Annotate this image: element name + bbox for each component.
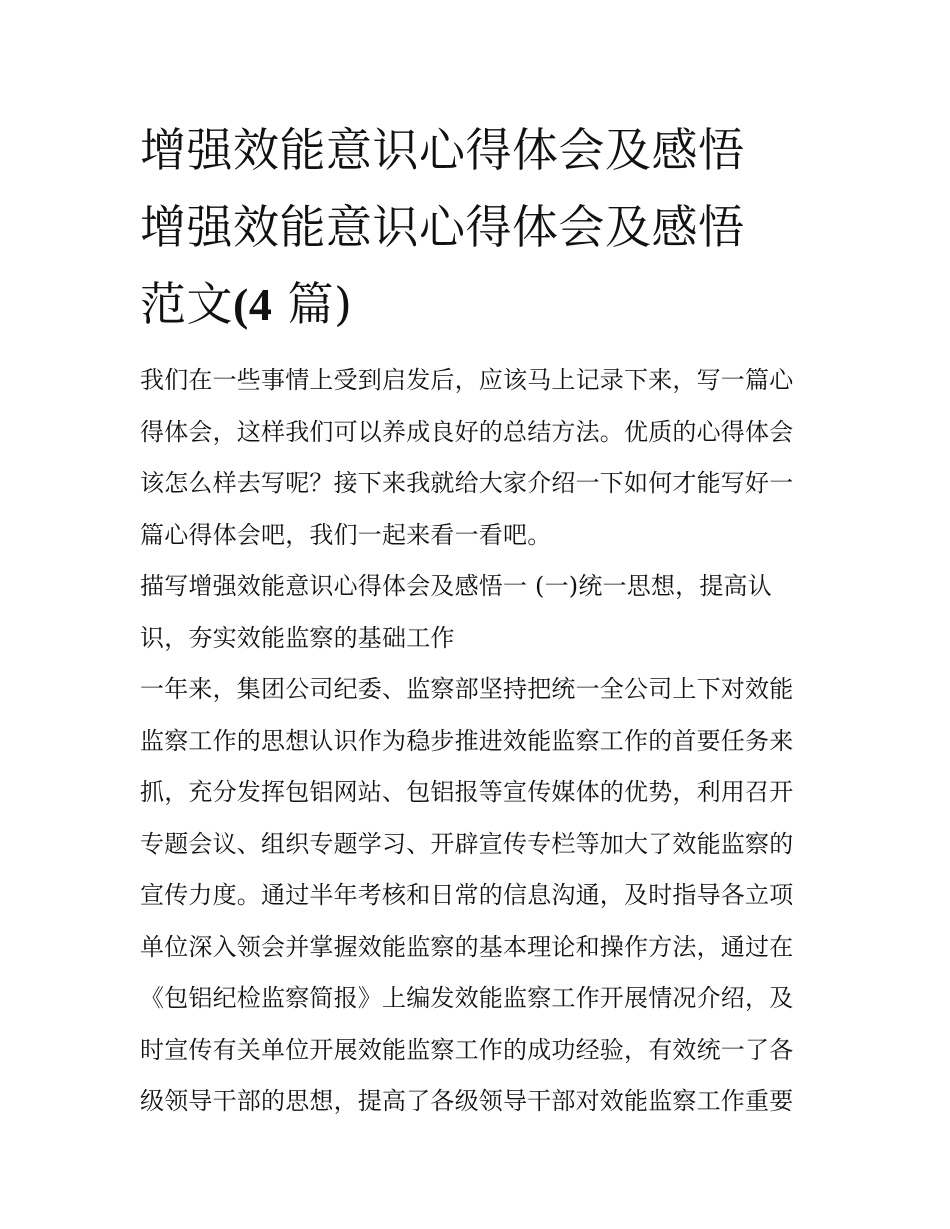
title-line: 增强效能意识心得体会及感悟 (140, 123, 745, 177)
text-line: 得体会，这样我们可以养成良好的总结方法。优质的心得体会 (140, 417, 794, 446)
title-line: 增强效能意识心得体会及感悟 (140, 200, 745, 254)
title-count: (4 (233, 279, 273, 330)
document-body (140, 355, 820, 1128)
document-content (140, 112, 820, 1128)
document-title (140, 112, 820, 343)
text-line: 抓，充分发挥包铝网站、包铝报等宣传媒体的优势，利用召开 (140, 778, 794, 806)
text-line: 描写增强效能意识心得体会及感悟一 (一)统一思想，提高认 (140, 572, 772, 600)
intro-paragraph (140, 355, 820, 561)
text-line: 级领导干部的思想，提高了各级领导干部对效能监察工作重要 (140, 1087, 794, 1115)
text-line: 专题会议、组织专题学习、开辟宣传专栏等加大了效能监察的 (140, 829, 794, 858)
text-line: 我们在一些事情上受到启发后，应该马上记录下来，写一篇心 (140, 366, 794, 394)
text-line: 时宣传有关单位开展效能监察工作的成功经验，有效统一了各 (140, 1035, 794, 1064)
text-line: 宣传力度。通过半年考核和日常的信息沟通，及时指导各立项 (140, 881, 794, 909)
text-line: 监察工作的思想认识作为稳步推进效能监察工作的首要任务来 (140, 726, 794, 755)
section-heading-paragraph (140, 561, 820, 664)
title-suffix: 篇) (287, 277, 353, 331)
text-line: 《包铝纪检监察简报》上编发效能监察工作开展情况介绍，及 (140, 984, 794, 1012)
title-prefix: 范文 (140, 277, 233, 331)
text-line: 该怎么样去写呢？接下来我就给大家介绍一下如何才能写好一 (140, 469, 794, 497)
title-line-last (140, 266, 820, 343)
body-paragraph (140, 664, 820, 1128)
text-line: 一年来，集团公司纪委、监察部坚持把统一全公司上下对效能 (140, 675, 794, 703)
text-line: 识，夯实效能监察的基础工作 (140, 623, 455, 652)
text-line: 单位深入领会并掌握效能监察的基本理论和操作方法，通过在 (140, 932, 794, 961)
text-line: 篇心得体会吧，我们一起来看一看吧。 (140, 520, 552, 549)
